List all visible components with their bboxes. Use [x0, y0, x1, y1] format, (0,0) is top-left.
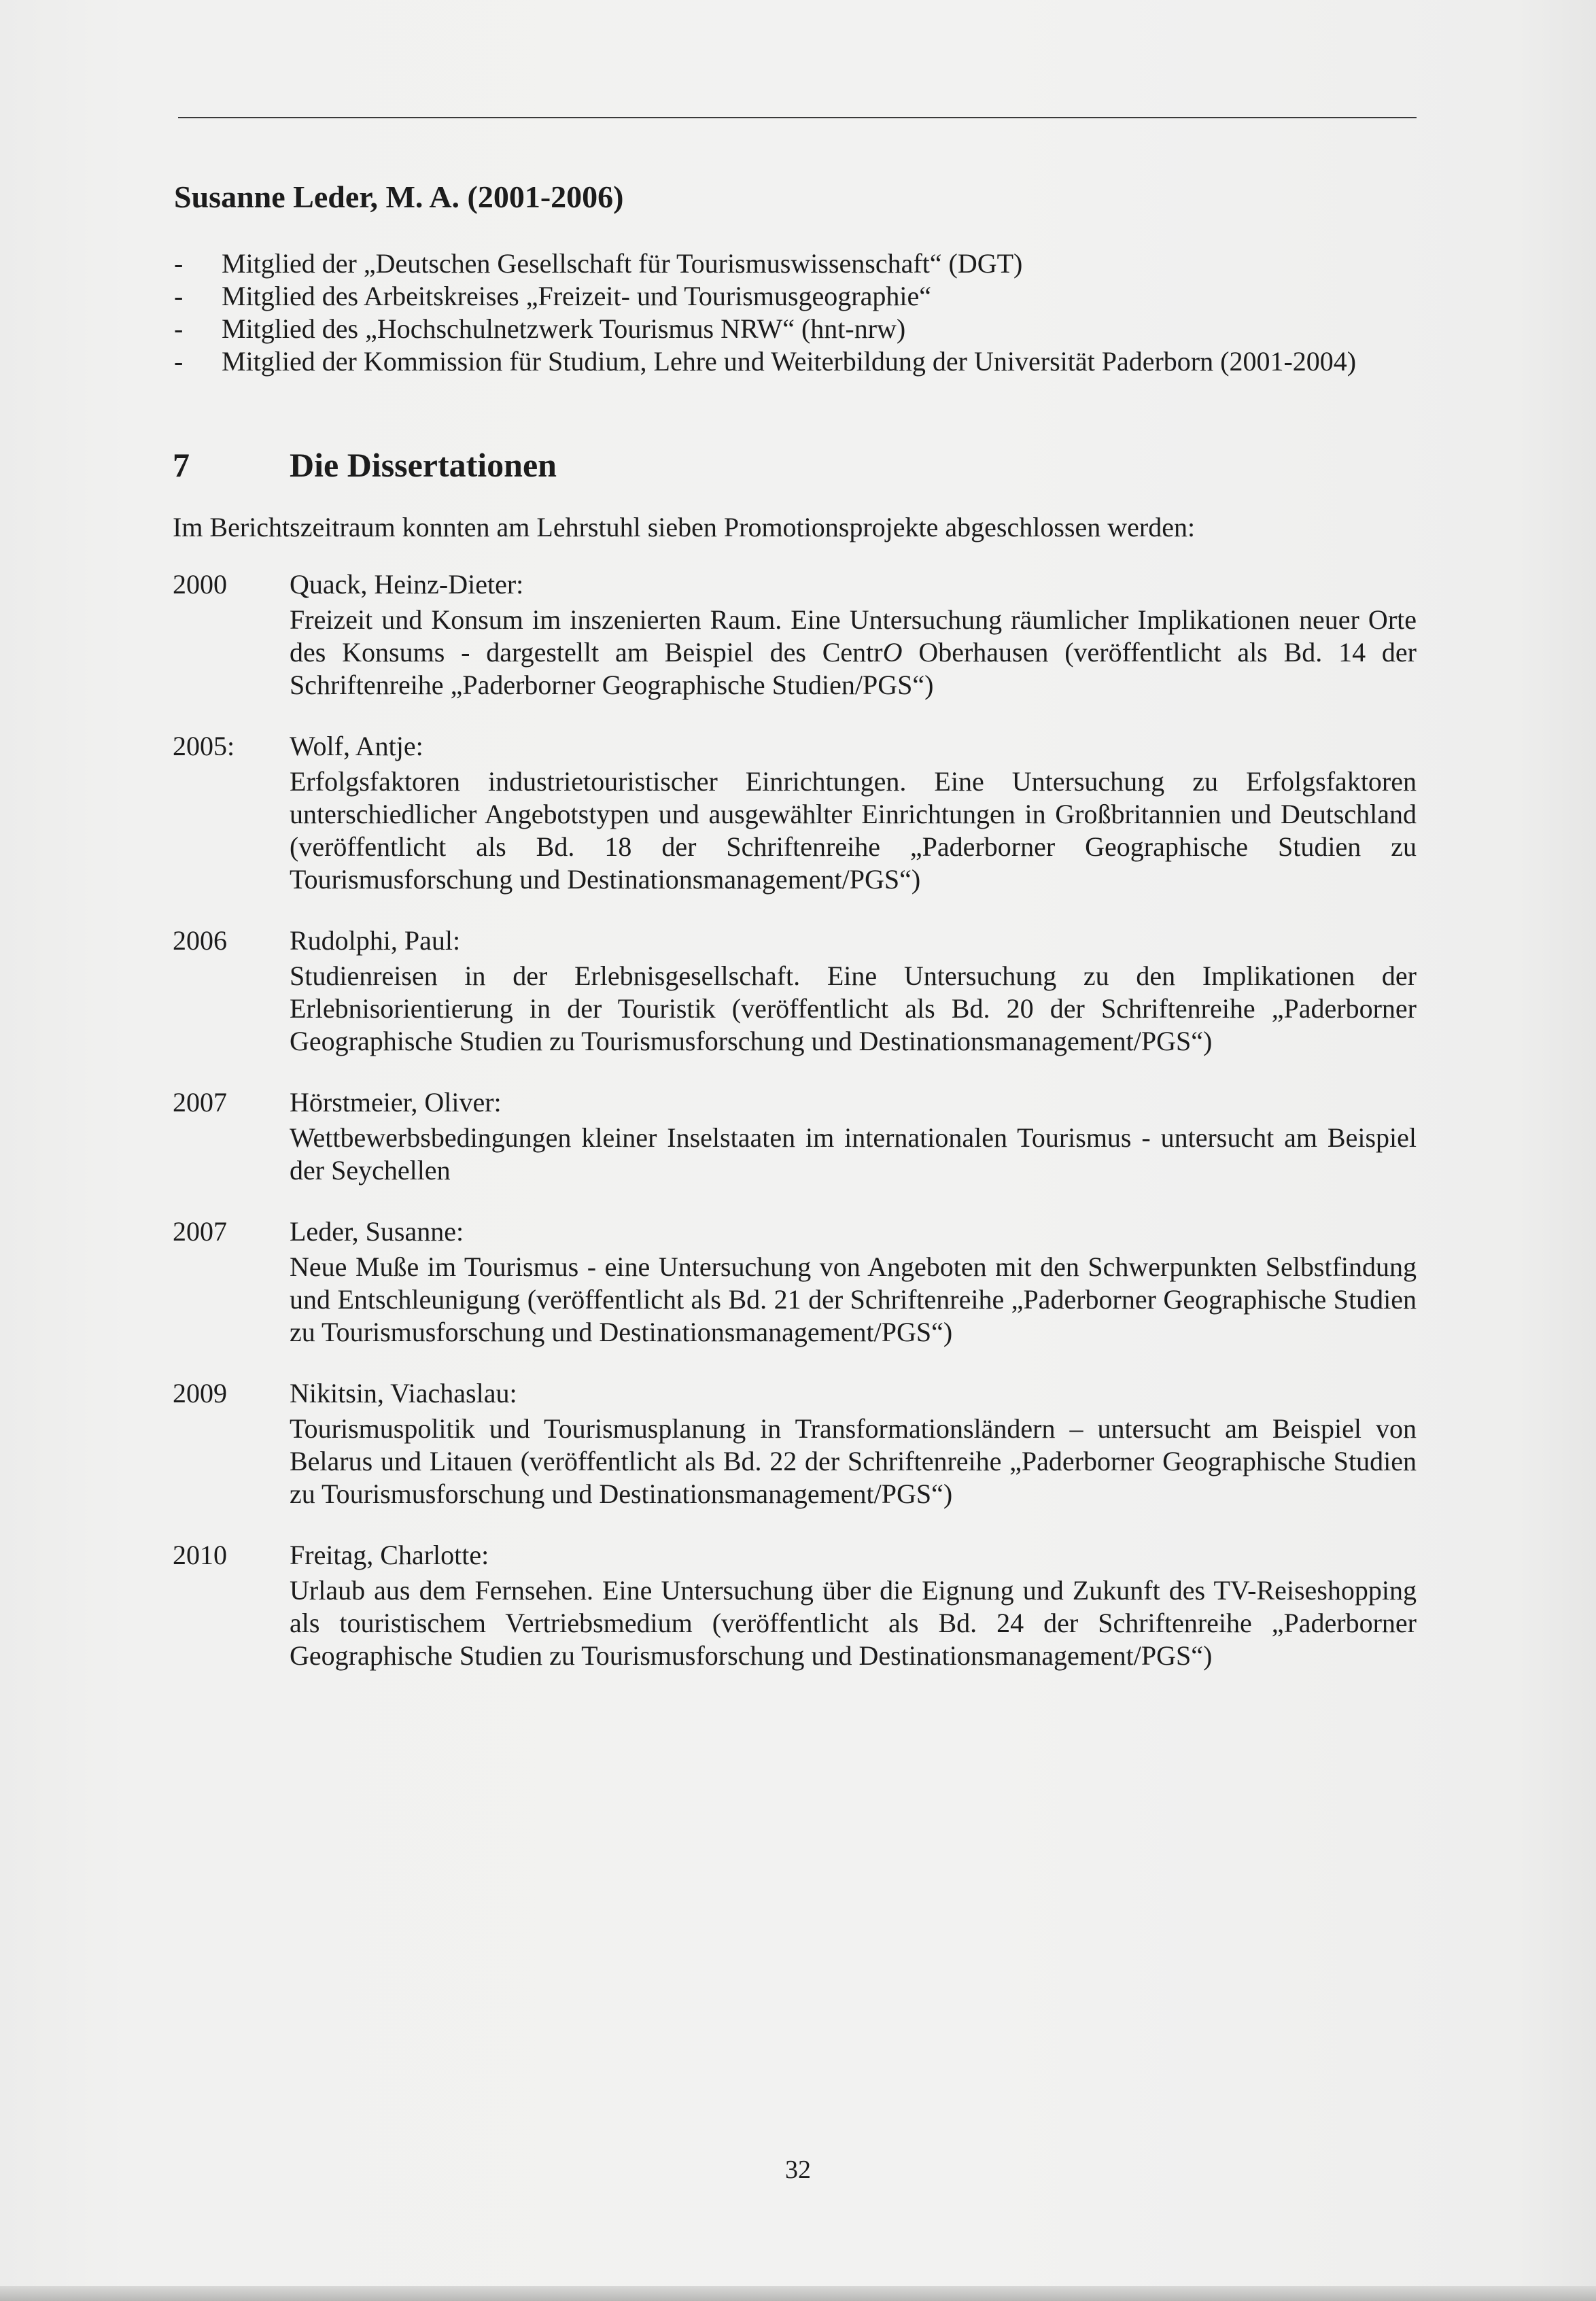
intro-paragraph: Im Berichtszeitraum konnten am Lehrstuhl sieben Promotionsprojekte abgeschlossen werden: [173, 512, 1196, 542]
dissertation-title: Studienreisen in der Erlebnisgesellschaft. Eine Untersuchung zu den Implikationen der Erlebnisorientierung in der Touristik (veröffentlicht als Bd. 20 der Schriftenreihe „Paderborner Geographische Studien zu Tourismusforschung und Destinationsmanagement/PGS“) [290, 961, 1417, 1056]
dissertation-author: Wolf, Antje: [290, 731, 423, 761]
header-rule [178, 117, 1417, 118]
page-edge-shadow [0, 2286, 1596, 2301]
dissertation-year: 2006 [173, 925, 227, 956]
page-content [173, 178, 1417, 1701]
bullet-dash: - [174, 313, 184, 344]
dissertation-title: Neue Muße im Tourismus - eine Untersuchung von Angeboten mit den Schwerpunkten Selbstfindung und Entschleunigung (veröffentlicht als Bd. 21 der Schriftenreihe „Paderborner Geographische Studien zu Tourismusforschung und Destinationsmanagement/PGS“) [290, 1251, 1417, 1347]
dissertation-title: Urlaub aus dem Fernsehen. Eine Untersuchung über die Eignung und Zukunft des TV-Reiseshopping als touristischem Vertriebsmedium (veröffentlicht als Bd. 24 der Schriftenreihe „Paderborner Geographische Studien zu Tourismusforschung und Destinationsmanagement/PGS“) [290, 1575, 1417, 1671]
membership-text: Mitglied des Arbeitskreises „Freizeit- und Tourismusgeographie“ [222, 281, 932, 311]
title-text-continued: Oberhausen (veröffentlicht als Bd. 14 der Schriftenreihe „Paderborner Geographische Studien/PGS“) [290, 637, 1417, 700]
dissertation-author: Freitag, Charlotte: [290, 1540, 489, 1570]
dissertation-author: Nikitsin, Viachaslau: [290, 1378, 517, 1408]
membership-text: Mitglied der Kommission für Studium, Lehre und Weiterbildung der Universität Paderborn (2001-2004) [222, 346, 1357, 377]
dissertation-body [290, 1539, 1417, 1672]
section-heading [173, 445, 1417, 485]
dissertation-year: 2009 [173, 1378, 227, 1408]
title-text: Freizeit und Konsum im inszenierten Raum. Eine Untersuchung räumlicher Implikationen neuer Orte des Konsums - dargestellt am Beispiel des Centr [290, 604, 1417, 668]
section-number: 7 [173, 446, 190, 484]
dissertation-body [290, 730, 1417, 896]
dissertation-entry [173, 1086, 1417, 1187]
dissertation-entry [173, 1215, 1417, 1349]
list-item [173, 313, 1417, 345]
dissertation-entry [173, 1539, 1417, 1672]
page-number: 32 [785, 2156, 811, 2184]
dissertation-year: 2007 [173, 1216, 227, 1247]
dissertation-title: Wettbewerbsbedingungen kleiner Inselstaaten im internationalen Tourismus - untersucht am Beispiel der Seychellen [290, 1122, 1417, 1186]
list-item [173, 345, 1417, 378]
dissertation-author: Quack, Heinz-Dieter: [290, 569, 524, 600]
dissertation-body [290, 924, 1417, 1058]
membership-text: Mitglied des „Hochschulnetzwerk Tourismus NRW“ (hnt-nrw) [222, 313, 906, 344]
dissertation-year: 2010 [173, 1540, 227, 1570]
dissertation-author: Hörstmeier, Oliver: [290, 1087, 502, 1118]
dissertation-entry [173, 1377, 1417, 1510]
list-item [173, 247, 1417, 280]
dissertation-title: Erfolgsfaktoren industrietouristischer Einrichtungen. Eine Untersuchung zu Erfolgsfaktoren unterschiedlicher Angebotstypen und ausgewählter Einrichtungen in Großbritannien und Deutschland (veröffentlicht als Bd. 18 der Schriftenreihe „Paderborner Geographische Studien zu Tourismusforschung und Destinationsmanagement/PGS“) [290, 766, 1417, 895]
dissertation-entry [173, 730, 1417, 896]
dissertation-entry [173, 568, 1417, 702]
dissertation-body [290, 1377, 1417, 1510]
dissertation-title [290, 604, 1417, 702]
dissertation-body [290, 1086, 1417, 1187]
title-italic-text: O [882, 637, 903, 668]
membership-list [173, 247, 1417, 378]
dissertation-title: Tourismuspolitik und Tourismusplanung in Transformationsländern – untersucht am Beispiel von Belarus und Litauen (veröffentlicht als Bd. 22 der Schriftenreihe „Paderborner Geographische Studien zu Tourismusforschung und Destinationsmanagement/PGS“) [290, 1413, 1417, 1509]
membership-text: Mitglied der „Deutschen Gesellschaft für Tourismuswissenschaft“ (DGT) [222, 248, 1023, 279]
dissertation-author: Rudolphi, Paul: [290, 925, 461, 956]
dissertation-body [290, 1215, 1417, 1349]
dissertation-year: 2007 [173, 1087, 227, 1118]
bullet-dash: - [174, 346, 184, 377]
dissertation-entry [173, 924, 1417, 1058]
dissertation-body [290, 568, 1417, 702]
section-title: Die Dissertationen [290, 446, 557, 484]
person-heading: Susanne Leder, M. A. (2001-2006) [174, 179, 624, 214]
list-item [173, 280, 1417, 313]
dissertation-author: Leder, Susanne: [290, 1216, 464, 1247]
bullet-dash: - [174, 281, 184, 311]
bullet-dash: - [174, 248, 184, 279]
dissertation-year: 2005: [173, 731, 235, 761]
dissertation-year: 2000 [173, 569, 227, 600]
